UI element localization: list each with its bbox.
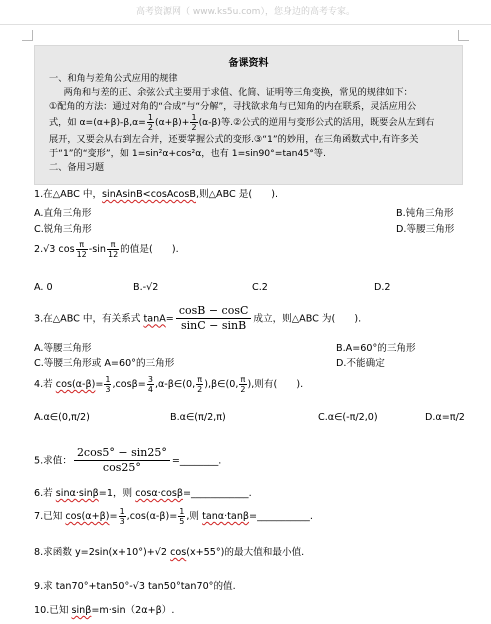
q2-option-b: B.-√2 <box>133 282 159 293</box>
fraction: $\frac{1}{5}$ <box>179 506 185 526</box>
fraction: $\frac{\cos B - \cos C}{\sin C - \sin B}$ <box>176 304 252 333</box>
fraction: $\frac{\pi}{12}$ <box>107 239 119 259</box>
fraction: $\frac{2\cos 5^\circ - \sin 25^\circ}{\cos 25^\circ}$ <box>74 446 170 475</box>
q2-option-c: C.2 <box>252 282 268 293</box>
header-rule <box>0 24 491 25</box>
notes-para-3 <box>49 113 459 133</box>
notes-frame <box>34 45 463 185</box>
notes-para-5: 于“1”的“变形”，如 1=sin²α+cos²α，也有 1=sin90°=tan45°等. <box>49 148 326 160</box>
margin-corner-top-right <box>458 30 469 41</box>
q2-option-a: A. 0 <box>34 282 53 293</box>
fraction: $\frac{1}{3}$ <box>119 506 125 526</box>
notes-para-2: ①配角的方法：通过对角的“合成”与“分解”，寻找欲求角与已知角的内在联系，灵活应用公 <box>49 100 417 112</box>
question-7: 7.已知 cos(α+β)= $\frac{1}{3}$ ,cos(α-β)= $\frac{1}{5}$ ,则 tanα·tanβ=___________. <box>34 506 313 526</box>
notes-formula-post: (α-β)等.②公式的逆用与变形公式的活用，既要会从左到右 <box>198 117 435 129</box>
fraction: $\frac{\pi}{2}$ <box>240 374 246 394</box>
header-text: 高考资源网（ www.ks5u.com），您身边的高考专家。 <box>136 7 355 17</box>
q1-option-a: A.直角三角形 <box>34 208 92 219</box>
question-5: 5.求值： $\frac{2\cos 5^\circ - \sin 25^\circ}{\cos 25^\circ}$ =________. <box>34 446 222 474</box>
notes-para-1 <box>49 86 459 100</box>
q4-option-c: C.α∈(-π/2,0) <box>318 412 378 423</box>
question-1: 1.在△ABC 中，sinAsinB<cosAcosB,则△ABC 是( ). <box>34 189 279 200</box>
q2-option-d: D.2 <box>374 282 391 293</box>
notes-section-2: 二、备用习题 <box>49 161 105 173</box>
spellcheck-underline: sinAsinB<cosAcosB <box>102 189 196 200</box>
q1-option-d: D.等腰三角形 <box>396 224 455 235</box>
question-2: 2.√3 cos $\frac{\pi}{12}$ -sin $\frac{\pi}{12}$ 的值是( ). <box>34 239 179 259</box>
q3-option-a: A.等腰三角形 <box>34 343 92 354</box>
q3-option-c: C.等腰三角形或 A=60°的三角形 <box>34 358 175 369</box>
question-4: 4.若 cos(α-β)= $\frac{1}{3}$ ,cosβ= $\frac{3}{4}$ ,α-β∈(0, $\frac{\pi}{2}$ ),β∈(0, $\frac{\pi}{2}$ ),则有( ). <box>34 374 304 394</box>
fraction: $\frac{3}{4}$ <box>147 374 153 394</box>
spellcheck-underline: tanα·tanβ <box>202 511 250 522</box>
fraction: $\frac{\pi}{2}$ <box>197 374 203 394</box>
fraction: $\frac{1}{2}$ <box>191 113 197 133</box>
spellcheck-underline: sinα·sinβ <box>55 488 99 499</box>
question-9: 9.求 tan70°+tan50°-√3 tan50°tan70°的值. <box>34 581 236 592</box>
notes-para-1-text: 两角和与差的正、余弦公式主要用于求值、化简、证明等三角变换，常见的规律如下： <box>63 86 413 98</box>
fraction: $\frac{\pi}{12}$ <box>76 239 87 259</box>
spellcheck-underline: cosα·cosβ <box>135 488 183 499</box>
q4-option-a: A.α∈(0,π/2) <box>34 412 90 423</box>
question-6: 6.若 sinα·sinβ=1，则 cosα·cosβ=____________. <box>34 488 252 499</box>
notes-formula-mid: (α+β)+ <box>154 117 190 129</box>
question-10: 10.已知 sinβ=m·sin（2α+β）. <box>34 605 175 616</box>
q3-option-d: D.不能确定 <box>336 358 385 369</box>
q3-option-b: B.A=60°的三角形 <box>336 343 416 354</box>
question-8: 8.求函数 y=2sin(x+10°)+√2 cos(x+55°)的最大值和最小值. <box>34 547 305 558</box>
q4-option-b: B.α∈(π/2,π) <box>170 412 226 423</box>
spellcheck-underline: cos(α-β) <box>55 379 96 390</box>
q1-option-c: C.锐角三角形 <box>34 224 92 235</box>
q4-option-d: D.α=π/2 <box>425 412 465 423</box>
question-3: 3.在△ABC 中，有关系式 tanA= $\frac{\cos B - \cos C}{\sin C - \sin B}$ 成立，则△ABC 为( ). <box>34 304 362 332</box>
notes-title: 备课资料 <box>228 58 269 69</box>
margin-corner-top-left <box>22 30 33 41</box>
page-header <box>0 4 491 38</box>
spellcheck-underline: sinβ <box>71 605 92 616</box>
spellcheck-underline: cos(α+β) <box>65 511 110 522</box>
notes-formula-pre: 式，如 α=(α+β)-β,α= <box>49 117 146 129</box>
fraction: $\frac{1}{2}$ <box>147 113 153 133</box>
q1-option-b: B.钝角三角形 <box>396 208 454 219</box>
spellcheck-underline: cos <box>170 547 187 558</box>
spellcheck-underline: tanA <box>143 313 166 325</box>
notes-section-1: 一、和角与差角公式应用的规律 <box>49 73 178 84</box>
notes-body <box>49 72 459 175</box>
fraction: $\frac{1}{3}$ <box>105 374 111 394</box>
notes-para-4: 展开，又要会从右到左合并，还要掌握公式的变形.③“1”的妙用，在三角函数式中,有许多关 <box>49 134 419 146</box>
